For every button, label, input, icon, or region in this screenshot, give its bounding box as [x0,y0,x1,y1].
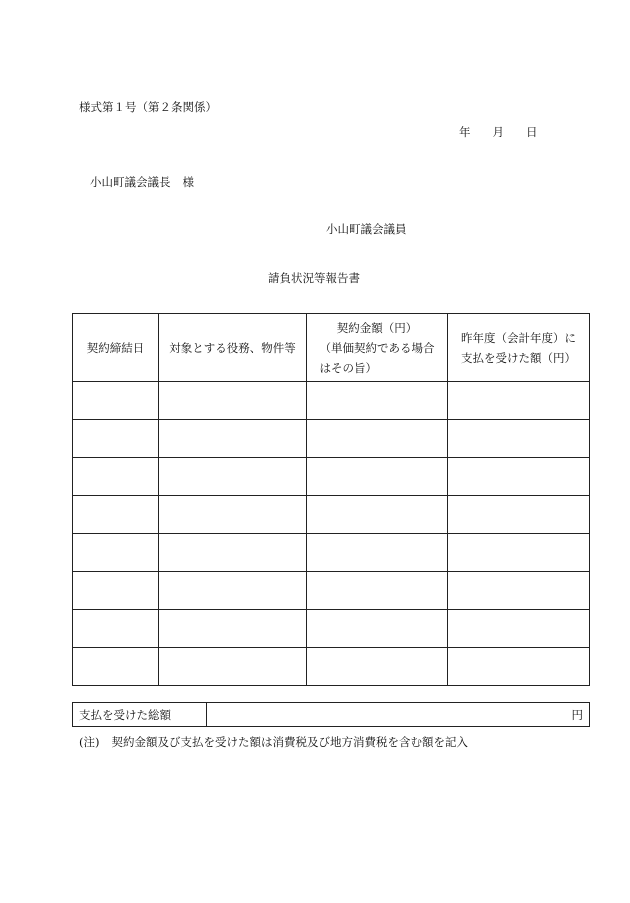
header-payment-line1: 昨年度（会計年度）に [461,330,576,345]
cell-subject[interactable] [159,496,307,534]
document-title: 請負状況等報告書 [268,271,360,285]
table-row [73,496,590,534]
cell-contract-amount[interactable] [307,496,448,534]
cell-contract-date[interactable] [73,458,159,496]
report-table [72,313,590,686]
cell-contract-amount[interactable] [307,648,448,686]
cell-payment[interactable] [448,534,590,572]
cell-contract-date[interactable] [73,420,159,458]
cell-contract-amount[interactable] [307,610,448,648]
cell-payment[interactable] [448,572,590,610]
date-month-label: 月 [492,125,504,139]
footnote-label: (注) [79,735,100,749]
table-row [73,610,590,648]
cell-payment[interactable] [448,382,590,420]
footnote-text: 契約金額及び支払を受けた額は消費税及び地方消費税を含む額を記入 [111,735,468,749]
cell-contract-amount[interactable] [307,534,448,572]
total-unit: 円 [571,707,583,722]
header-contract-amount-line2: （単価契約である場合 [319,340,435,355]
cell-subject[interactable] [159,572,307,610]
cell-subject[interactable] [159,648,307,686]
date-year-label: 年 [459,125,471,139]
header-contract-amount-line3: はその旨） [319,360,377,375]
cell-contract-amount[interactable] [307,420,448,458]
header-contract-amount [307,314,448,382]
header-payment [448,314,590,382]
table-row [73,534,590,572]
total-amount-field[interactable] [207,703,590,727]
date-day-label: 日 [526,125,538,139]
cell-subject[interactable] [159,382,307,420]
header-contract-date: 契約締結日 [73,314,159,382]
cell-subject[interactable] [159,610,307,648]
cell-contract-date[interactable] [73,534,159,572]
cell-contract-date[interactable] [73,648,159,686]
cell-contract-date[interactable] [73,610,159,648]
total-row [73,703,590,727]
addressee-honorific: 様 [182,175,194,189]
addressee-name: 小山町議会議長 [90,175,171,189]
footnote [79,734,468,750]
cell-payment[interactable] [448,496,590,534]
cell-subject[interactable] [159,534,307,572]
table-row [73,420,590,458]
table-row [73,572,590,610]
header-contract-amount-line1: 契約金額（円） [336,320,418,335]
cell-payment[interactable] [448,648,590,686]
table-header-row [73,314,590,382]
table-row [73,458,590,496]
cell-subject[interactable] [159,458,307,496]
form-number: 様式第１号（第２条関係） [79,100,217,114]
cell-contract-amount[interactable] [307,458,448,496]
table-row [73,382,590,420]
cell-payment[interactable] [448,610,590,648]
cell-subject[interactable] [159,420,307,458]
date-line [459,124,538,140]
cell-contract-amount[interactable] [307,382,448,420]
header-payment-line2: 支払を受けた額（円） [461,350,576,365]
cell-contract-amount[interactable] [307,572,448,610]
table-row [73,648,590,686]
cell-payment[interactable] [448,458,590,496]
sender-name: 小山町議会議員 [326,222,407,236]
cell-contract-date[interactable] [73,496,159,534]
total-table [72,702,590,727]
cell-contract-date[interactable] [73,572,159,610]
addressee [90,174,194,190]
cell-contract-date[interactable] [73,382,159,420]
cell-payment[interactable] [448,420,590,458]
header-subject: 対象とする役務、物件等 [159,314,307,382]
total-label: 支払を受けた総額 [73,703,207,727]
